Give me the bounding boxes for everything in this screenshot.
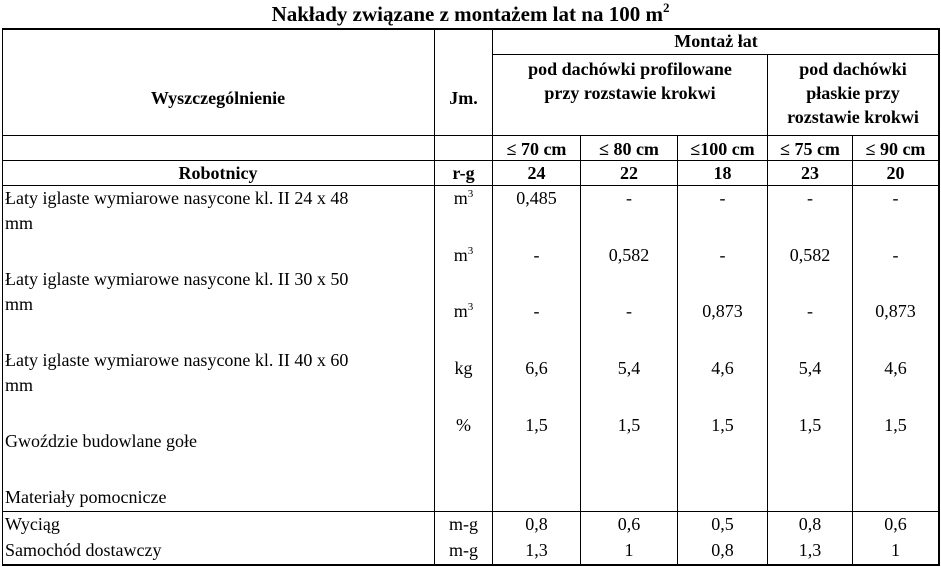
material-value: - [892, 245, 899, 265]
material-value: 1,5 [711, 415, 734, 435]
material-value: 1,5 [798, 415, 822, 435]
spacing-header: ≤ 75 cm [780, 139, 840, 159]
material-value: 0,582 [789, 245, 831, 265]
material-value: 0,485 [516, 188, 557, 208]
spacing-header: ≤100 cm [690, 139, 755, 159]
equipment-value: 0,8 [525, 514, 548, 534]
header-profiled-tiles-line1: pod dachówki profilowane [528, 59, 732, 79]
material-label: mm [5, 213, 34, 233]
robotnicy-value: 23 [801, 163, 819, 183]
header-flat-tiles-line2: płaskie przy [806, 83, 900, 103]
material-value: - [626, 188, 632, 208]
material-value: 5,4 [617, 358, 641, 378]
material-value: 0,873 [702, 301, 743, 321]
equipment-value: 1,3 [525, 540, 548, 560]
robotnicy-value: 20 [886, 163, 905, 183]
robotnicy-value: 18 [713, 163, 732, 183]
material-label: Łaty iglaste wymiarowe nasycone kl. II 30 x 50 [5, 269, 349, 289]
header-profiled-tiles-line2: przy rozstawie krokwi [544, 83, 716, 103]
material-label: Gwoździe budowlane gołe [5, 431, 197, 451]
header-unit-column: Jm. [449, 88, 478, 108]
material-value: 5,4 [798, 358, 822, 378]
equipment-value: 0,8 [798, 514, 822, 534]
equipment-unit: m-g [449, 514, 478, 534]
header-item-column: Wyszczególnienie [150, 88, 286, 108]
equipment-value: 0,6 [617, 514, 641, 534]
material-label: mm [5, 294, 34, 314]
header-group-montaz-lat: Montaż łat [674, 31, 758, 51]
material-value: 0,873 [875, 301, 916, 321]
material-value: 0,582 [608, 245, 650, 265]
spacing-header: ≤ 90 cm [865, 139, 926, 159]
material-value: 1,5 [884, 415, 907, 435]
material-value: 4,6 [884, 358, 907, 378]
material-value: - [533, 245, 540, 265]
equipment-label: Samochód dostawczy [5, 540, 162, 560]
material-value: - [807, 188, 813, 208]
equipment-value: 0,8 [711, 540, 734, 560]
equipment-value: 1,3 [798, 540, 822, 560]
spacing-header: ≤ 80 cm [599, 139, 659, 159]
equipment-label: Wyciąg [5, 514, 60, 534]
material-value: - [807, 301, 813, 321]
material-unit: $m^3$ [453, 188, 474, 208]
spacing-header: ≤ 70 cm [506, 139, 567, 159]
equipment-value: 1 [624, 540, 634, 560]
material-value: 1,5 [525, 415, 548, 435]
equipment-value: 0,5 [711, 514, 734, 534]
material-label: Łaty iglaste wymiarowe nasycone kl. II 40 x 60 [5, 350, 349, 370]
material-unit: $m^3$ [453, 301, 474, 321]
equipment-value: 0,6 [884, 514, 907, 534]
material-label: Łaty iglaste wymiarowe nasycone kl. II 24 x 48 [5, 188, 349, 208]
robotnicy-unit: r-g [452, 163, 475, 183]
material-value: 6,6 [525, 358, 548, 378]
material-value: 4,6 [711, 358, 734, 378]
table-title: Nakłady związane z montażem lat na 100 $m^2$ [271, 0, 670, 26]
equipment-unit: m-g [449, 540, 478, 560]
material-value: 1,5 [617, 415, 641, 435]
robotnicy-value: 22 [620, 163, 638, 183]
header-flat-tiles-line1: pod dachówki [799, 59, 907, 79]
header-flat-tiles-line3: rozstawie krokwi [787, 107, 919, 127]
material-unit: kg [454, 358, 473, 378]
material-value: - [892, 188, 899, 208]
robotnicy-value: 24 [527, 163, 546, 183]
material-label: Materiały pomocnicze [5, 487, 167, 507]
material-value: - [626, 301, 632, 321]
material-label: mm [5, 375, 34, 395]
material-value: - [719, 245, 726, 265]
material-unit: % [456, 415, 471, 435]
material-value: - [533, 301, 540, 321]
robotnicy-label: Robotnicy [178, 163, 258, 183]
equipment-value: 1 [891, 540, 900, 560]
material-unit: $m^3$ [453, 245, 474, 265]
material-value: - [719, 188, 726, 208]
